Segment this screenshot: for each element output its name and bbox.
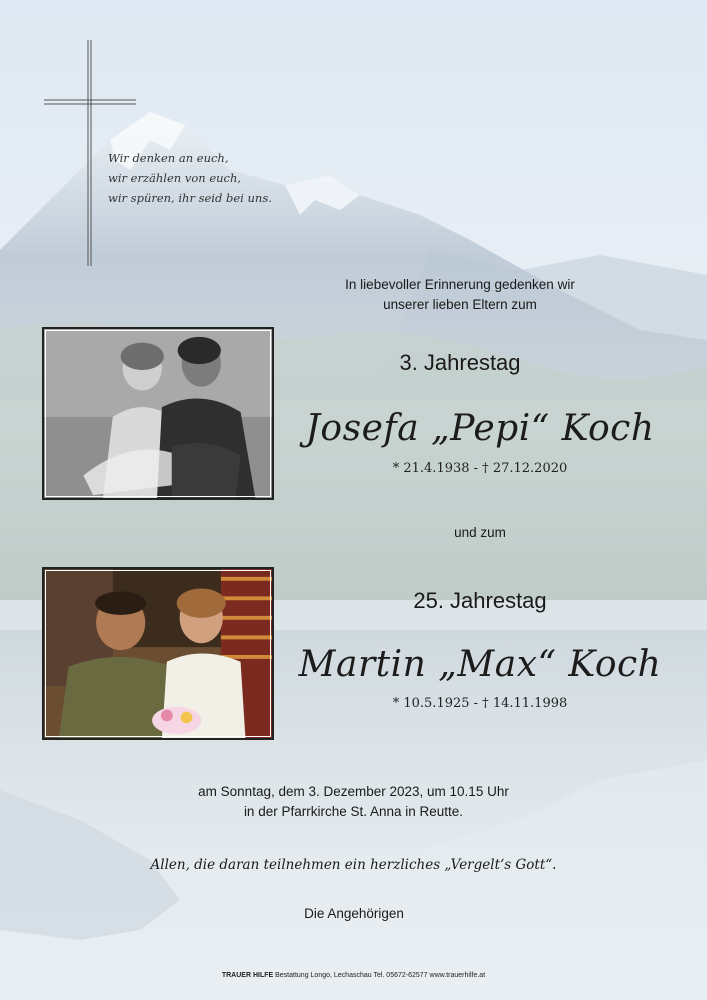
service-details: [100, 782, 607, 822]
service-line: am Sonntag, dem 3. Dezember 2023, um 10.15 Uhr: [198, 784, 509, 799]
poem-line: wir spüren, ihr seid bei uns.: [108, 191, 272, 205]
deceased-name-1: Josefa „Pepi“ Koch: [305, 408, 655, 449]
photo-martin: [42, 567, 274, 740]
anniversary-heading-2: 25. Jahrestag: [413, 588, 547, 613]
life-dates-2: * 10.5.1925 - † 14.11.1998: [392, 696, 568, 711]
poem-line: wir erzählen von euch,: [108, 171, 242, 185]
footer-credit: [0, 972, 707, 979]
photo-josefa: [42, 327, 274, 500]
signature: Die Angehörigen: [304, 906, 404, 921]
service-line: in der Pfarrkirche St. Anna in Reutte.: [243, 804, 464, 819]
footer-brand: TRAUER HILFE: [221, 972, 274, 979]
connector-text: und zum: [454, 525, 506, 540]
deceased-name-2: Martin „Max“ Koch: [298, 644, 662, 685]
intro-line: In liebevoller Erinnerung gedenken wir: [345, 277, 575, 292]
anniversary-heading-1: 3. Jahrestag: [399, 350, 521, 375]
thanks-text: Allen, die daran teilnehmen ein herzliches „Vergelt‘s Gott“.: [150, 857, 557, 873]
intro-text: [330, 275, 590, 315]
intro-line: unserer lieben Eltern zum: [383, 297, 537, 312]
poem-line: Wir denken an euch,: [108, 151, 229, 165]
life-dates-1: * 21.4.1938 - † 27.12.2020: [392, 461, 568, 476]
memorial-poem: [108, 148, 328, 208]
footer-details: Bestattung Longo, Lechaschau Tel. 05672-62577 www.trauerhilfe.at: [275, 972, 486, 979]
